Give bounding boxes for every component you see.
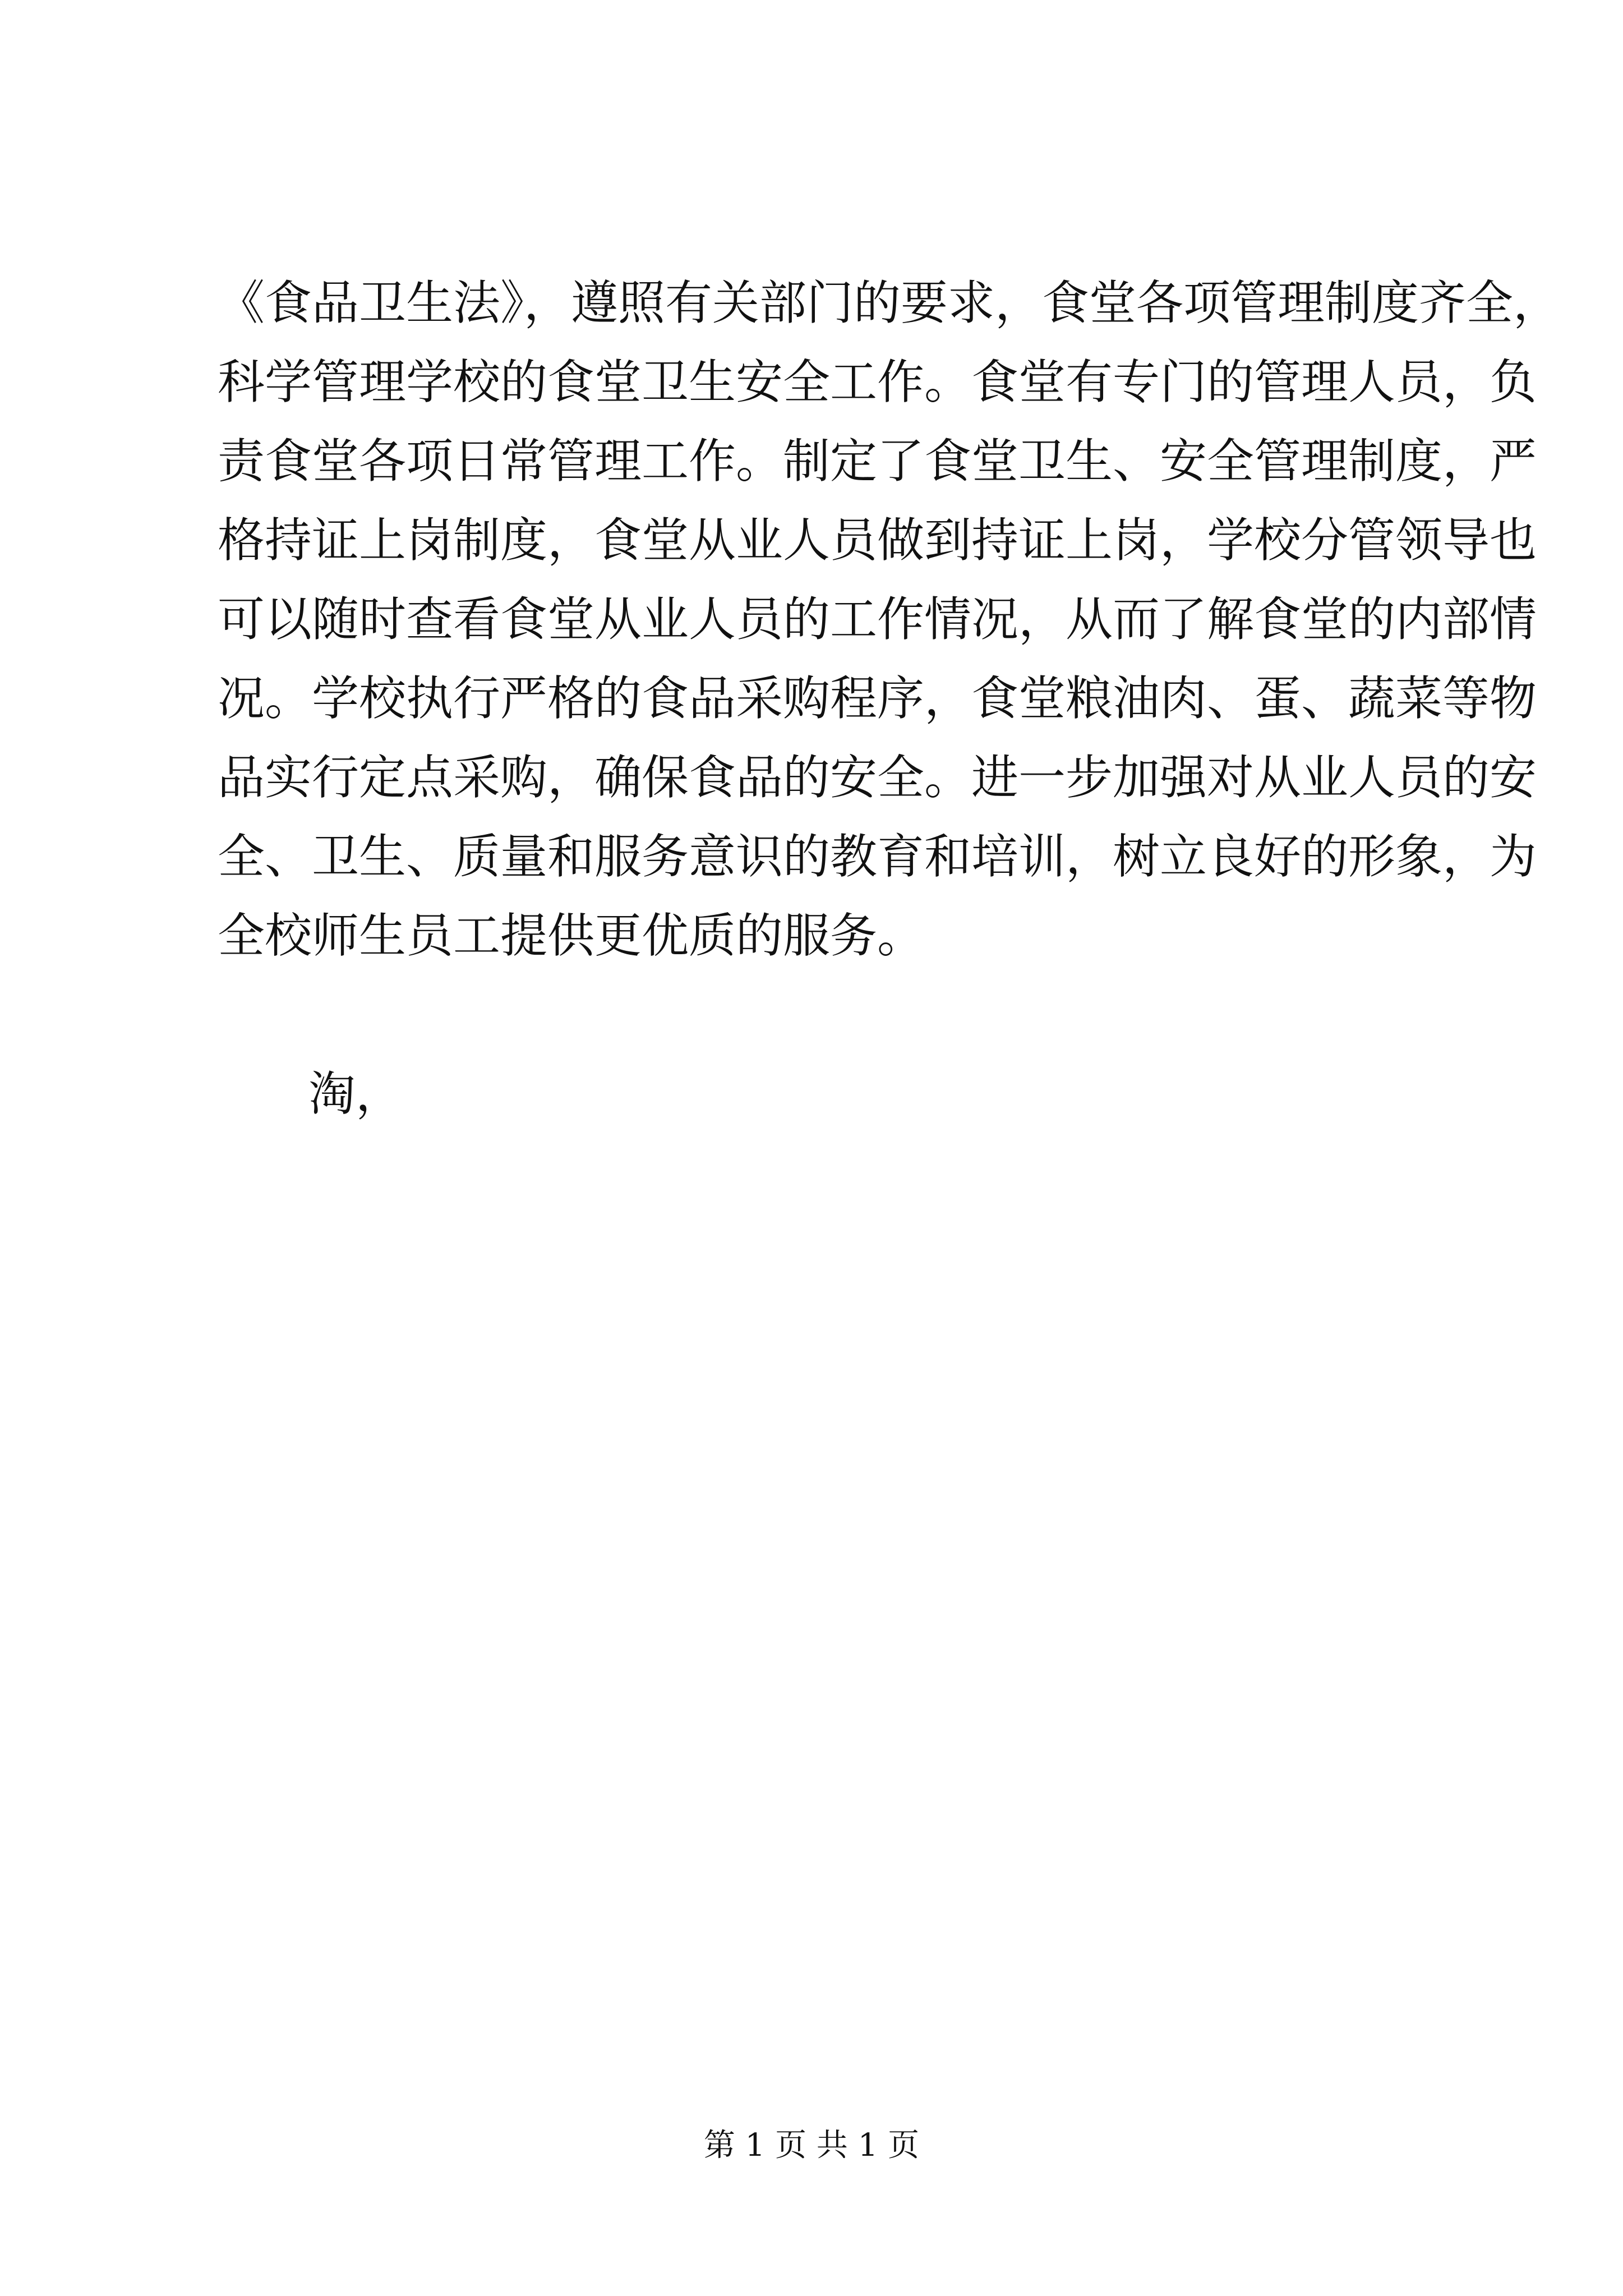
paragraph-line-4: 格持证上岗制度，食堂从业人员做到持证上岗，学校分管领导也 [218, 513, 1537, 568]
paragraph-line-7: 品实行定点采购，确保食品的安全。进一步加强对从业人员的安 [218, 750, 1537, 805]
paragraph-line-1: 《食品卫生法》，遵照有关部门的要求，食堂各项管理制度齐全， [218, 275, 1561, 330]
body-paragraph [218, 264, 1561, 976]
paragraph-line-9: 全校师生员工提供更优质的服务。 [218, 908, 925, 963]
second-paragraph: 淘， [308, 1066, 403, 1121]
page-footer: 第 1 页 共 1 页 [703, 2127, 920, 2164]
paragraph-line-2: 科学管理学校的食堂卫生安全工作。食堂有专门的管理人员，负 [218, 355, 1537, 409]
paragraph-line-8: 全、卫生、质量和服务意识的教育和培训，树立良好的形象，为 [218, 829, 1537, 884]
paragraph-line-5: 可以随时查看食堂从业人员的工作情况，从而了解食堂的内部情 [218, 592, 1537, 647]
paragraph-line-6: 况。学校执行严格的食品采购程序，食堂粮油肉、蛋、蔬菜等物 [218, 671, 1537, 726]
paragraph-line-3: 责食堂各项日常管理工作。制定了食堂卫生、安全管理制度，严 [218, 434, 1537, 489]
